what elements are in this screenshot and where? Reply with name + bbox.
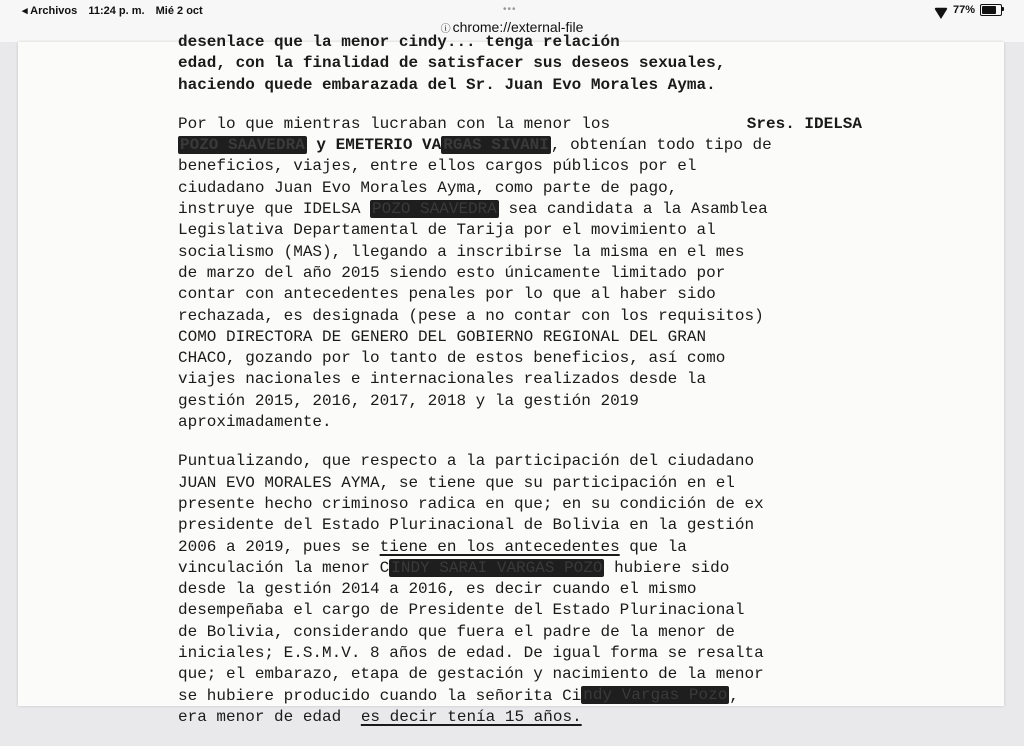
battery-level-fill: [982, 6, 996, 14]
doc-text: COMO DIRECTORA DE GENERO DEL GOBIERNO REGIONAL DEL GRAN: [178, 327, 707, 346]
doc-line: [178, 178, 862, 199]
doc-line: [178, 135, 862, 156]
doc-text: sea candidata a la Asamblea: [498, 200, 768, 219]
doc-line: [178, 220, 862, 241]
doc-text: que; el embarazo, etapa de gestación y nacimiento de la menor: [178, 665, 764, 684]
redaction-mark: POZO SAAVEDRA: [180, 135, 305, 154]
doc-text: Puntualizando, que respecto a la participación del ciudadano: [178, 452, 755, 471]
doc-line: [178, 284, 862, 305]
paragraph-3: [178, 451, 862, 728]
doc-line: [178, 32, 862, 53]
doc-text: desde la gestión 2014 a 2016, es decir cuando el mismo: [178, 580, 697, 599]
url-text: chrome://external-file: [452, 19, 584, 35]
doc-text: Sres. IDELSA: [746, 114, 862, 133]
doc-text: iniciales; E.S.M.V. 8 años de edad. De igual forma se resalta: [178, 644, 764, 663]
doc-line: [178, 114, 862, 135]
doc-text: Por lo que mientras lucraban con la menor los: [178, 114, 611, 133]
doc-line: [178, 579, 862, 600]
doc-text: y EMETERIO VA: [306, 136, 442, 155]
doc-line: [178, 600, 862, 621]
doc-line: [178, 75, 862, 96]
wifi-icon: [934, 5, 948, 15]
doc-text: beneficios, viajes, entre ellos cargos públicos por el: [178, 157, 697, 176]
document-body: [178, 32, 862, 746]
doc-line: [178, 643, 862, 664]
doc-line: [178, 242, 862, 263]
doc-line: [178, 537, 862, 558]
redaction-mark: INDY SARAI VARGAS POZO: [391, 558, 603, 577]
multitasking-dots-icon[interactable]: •••: [503, 4, 517, 15]
doc-text: gestión 2015, 2016, 2017, 2018 y la gestión 2019: [178, 391, 639, 410]
doc-text: , obtenían todo tipo de: [550, 136, 772, 155]
doc-line: [178, 306, 862, 327]
doc-text: de marzo del año 2015 siendo esto únicamente limitado por: [178, 263, 726, 282]
paragraph-2: [178, 114, 862, 433]
battery-icon: [980, 4, 1002, 16]
paragraph-1: [178, 32, 862, 96]
doc-line: [178, 473, 862, 494]
doc-line: [178, 369, 862, 390]
doc-text: 2006 a 2019, pues se: [178, 537, 380, 556]
doc-line: [178, 199, 862, 220]
doc-text: presente hecho criminoso radica en que; en su condición de ex: [178, 494, 764, 513]
doc-text: ,: [729, 686, 739, 705]
doc-text: haciendo quede embarazada del Sr. Juan Evo Morales Ayma.: [178, 75, 716, 94]
battery-percent: 77%: [952, 4, 975, 16]
doc-line: [178, 391, 862, 412]
doc-line: [178, 494, 862, 515]
underlined-text: es decir tenía 15 años.: [360, 707, 582, 726]
doc-line: [178, 348, 862, 369]
doc-text: desempeñaba el cargo de Presidente del Estado Plurinacional: [178, 601, 745, 620]
doc-text: aproximadamente.: [178, 413, 332, 432]
redaction-mark: POZO SAAVEDRA: [372, 199, 497, 218]
doc-line: [178, 664, 862, 685]
doc-text: edad, con la finalidad de satisfacer sus deseos sexuales,: [178, 54, 726, 73]
doc-line: [178, 327, 862, 348]
status-date: Mié 2 oct: [155, 5, 203, 17]
doc-line: [178, 515, 862, 536]
underlined-text: tiene en los antecedentes: [379, 537, 620, 556]
doc-line: [178, 156, 862, 177]
doc-text: vinculación la menor C: [178, 558, 390, 577]
doc-text: CHACO, gozando por lo tanto de estos beneficios, así como: [178, 349, 726, 368]
doc-text: hubiere sido: [604, 558, 730, 577]
doc-text: ciudadano Juan Evo Morales Ayma, como parte de pago,: [178, 178, 678, 197]
doc-line: [178, 686, 862, 707]
status-right: [934, 4, 1002, 16]
doc-text: JUAN EVO MORALES AYMA, se tiene que su participación en el: [178, 473, 735, 492]
doc-line: [178, 622, 862, 643]
back-to-app-button[interactable]: ◂ Archivos: [22, 5, 78, 17]
doc-text: desenlace que la menor cindy... tenga relación: [178, 33, 620, 51]
doc-line: [178, 53, 862, 74]
doc-text: Legislativa Departamental de Tarija por el movimiento al: [178, 221, 716, 240]
doc-line: [178, 412, 862, 433]
redaction-mark: ndy Vargas Pozo: [583, 686, 728, 705]
document-page: [18, 33, 1004, 726]
doc-text: se hubiere producido cuando la señorita Ci: [178, 686, 582, 705]
doc-text: instruye que IDELSA: [178, 200, 371, 219]
doc-text: era menor de edad: [178, 707, 351, 726]
doc-text: presidente del Estado Plurinacional de Bolivia en la gestión: [178, 516, 755, 535]
status-time: 11:24 p. m.: [88, 5, 145, 17]
doc-text: de Bolivia, considerando que fuera el padre de la menor de: [178, 622, 735, 641]
info-circle-icon: ⓘ: [440, 24, 451, 35]
status-left: [22, 4, 211, 17]
doc-text: contar con antecedentes penales por lo que al haber sido: [178, 285, 716, 304]
doc-line: [178, 707, 862, 728]
doc-text: que la: [619, 537, 687, 556]
doc-line: [178, 263, 862, 284]
redaction-mark: RGAS SIVANI: [443, 135, 549, 154]
doc-text: socialismo (MAS), llegando a inscribirse la misma en el mes: [178, 242, 745, 261]
doc-line: [178, 558, 862, 579]
doc-text: rechazada, es designada (pese a no contar con los requisitos): [178, 306, 764, 325]
doc-text: viajes nacionales e internacionales realizados desde la: [178, 370, 707, 389]
doc-line: [178, 451, 862, 472]
